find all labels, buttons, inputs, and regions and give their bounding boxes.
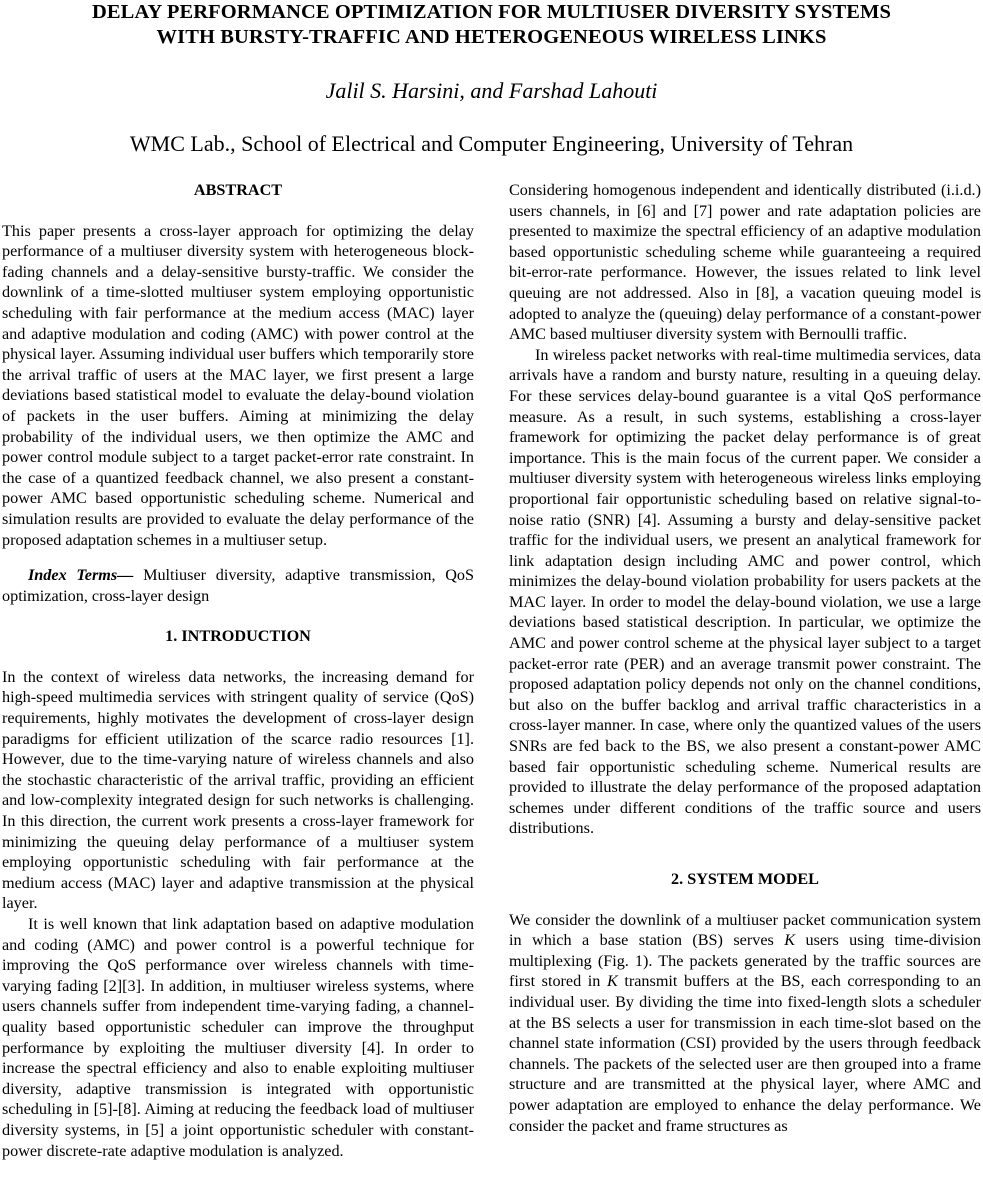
intro-paragraph-4: In wireless packet networks with real-time multimedia services, data arrivals have a random and bursty nature, resulting in a queuing delay. For these services delay-bound guarantee is a vital QoS performance measure. As a result, in such systems, establishing a cross-layer framework for optimizing the packet delay performance is of great importance. This is the main focus of the current paper. We consider a multiuser diversity system with heterogeneous wireless links employing proportional fair opportunistic scheduling based on relative signal-to-noise ratio (SNR) [4]. Assuming a bursty and delay-sensitive packet traffic for the individual users, we present an analytical framework for link adaptation design including AMC and power control, which minimizes the delay-bound violation probability for users packets at the MAC layer. In order to model the delay-bound violation, we use a large deviations based statistical description. In particular, we optimize the AMC and power control scheme at the physical layer subject to a target packet-error rate (PER) and an average transmit power constraint. The proposed adaptation policy depends not only on the channel conditions, but also on the buffer backlog and arrival traffic characteristics in a cross-layer manner. In case, where only the quantized values of the users SNRs are fed back to the BS, we also present a constant-power AMC based fair opportunistic scheduling scheme. Numerical results are provided to illustrate the delay performance of the proposed adaptation schemes under different conditions of the traffic source and users distributions.: [509, 345, 981, 838]
sm-text-1: We consider the downlink of a multiuser packet communication system in which a base station (BS) serves: [509, 910, 981, 950]
left-column: [2, 180, 474, 1161]
index-terms: [2, 565, 474, 606]
right-column: [509, 180, 981, 1136]
sm-text-2: users using time-division multiplexing (Fig. 1). The packets generated by the traffic sources are first stored in: [509, 931, 981, 991]
affiliation: WMC Lab., School of Electrical and Computer Engineering, University of Tehran: [129, 131, 854, 156]
abstract-body: This paper presents a cross-layer approach for optimizing the delay performance of a multiuser diversity system with heterogeneous block-fading channels and a delay-sensitive bursty-traffic. We consider the downlink of a time-slotted multiuser system employing opportunistic scheduling with fair performance at the medium access (MAC) layer and adaptive modulation and coding (AMC) with power control at the physical layer. Assuming individual user buffers which temporarily store the arrival traffic of users at the MAC layer, we first present a large deviations based statistical model to evaluate the delay-bound violation of packets in the user buffers. Aiming at minimizing the delay probability of the individual users, we then optimize the AMC and power control module subject to a target packet-error rate constraint. In the case of a quantized feedback channel, we also present a constant-power AMC based opportunistic scheduling scheme. Numerical and simulation results are provided to evaluate the delay performance of the proposed adaptation schemes in a multiuser setup.: [2, 221, 474, 549]
title-line-1: DELAY PERFORMANCE OPTIMIZATION FOR MULTIUSER DIVERSITY SYSTEMS: [92, 1, 891, 23]
index-terms-label: Index Terms: [28, 566, 118, 585]
abstract-heading: ABSTRACT: [193, 181, 283, 199]
sm-var-k-2: K: [606, 972, 618, 991]
introduction-heading: 1. INTRODUCTION: [165, 627, 311, 646]
intro-paragraph-3: Considering homogenous independent and identically distributed (i.i.d.) users channels, in [6] and [7] power and rate adaptation policies are presented to maximize the spectral efficiency of an adaptive modulation based opportunistic scheduling scheme while guaranteeing a required bit-error-rate performance. However, the issues related to link level queuing are not addressed. Also in [8], a vacation queuing model is adopted to analyze the (queuing) delay performance of a constant-power AMC based multiuser diversity system with Bernoulli traffic.: [509, 181, 981, 344]
index-terms-text: Multiuser diversity, adaptive transmission, QoS optimization, cross-layer design: [2, 566, 475, 605]
sm-var-k-1: K: [784, 931, 796, 950]
paper-title: [0, 0, 983, 50]
intro-paragraph-2: It is well known that link adaptation based on adaptive modulation and coding (AMC) and power control is a powerful technique for improving the QoS performance over wireless channels with time-varying fading [2][3]. In addition, in multiuser wireless systems, where users channels suffer from independent time-varying fading, a channel-quality based opportunistic scheduler can improve the throughput performance by exploiting the multiuser diversity [4]. In order to increase the spectral efficiency and also to enable exploiting multiuser diversity, adaptive transmission is integrated with opportunistic scheduling in [5]-[8]. Aiming at reducing the feedback load of multiuser diversity systems, in [5] a joint opportunistic scheduler with constant-power discrete-rate adaptive modulation is analyzed.: [2, 915, 474, 1160]
intro-paragraph-1: In the context of wireless data networks, the increasing demand for high-speed multimedia services with stringent quality of service (QoS) requirements, highly motivates the development of cross-layer design paradigms for efficient utilization of the scarce radio resources [1]. However, due to the time-varying nature of wireless channels and also the stochastic characteristic of the arrival traffic, providing an efficient and low-complexity integrated design for such networks is challenging. In this direction, the current work presents a cross-layer framework for minimizing the queuing delay performance of a multiuser system employing opportunistic scheduling with fair performance at the medium access (MAC) layer and adaptive transmission at the physical layer.: [2, 667, 474, 913]
index-terms-dash: —: [117, 566, 134, 585]
author-list: Jalil S. Harsini, and Farshad Lahouti: [325, 78, 658, 103]
system-model-heading: 2. SYSTEM MODEL: [671, 870, 819, 888]
title-line-2: WITH BURSTY-TRAFFIC AND HETEROGENEOUS WIRELESS LINKS: [156, 26, 827, 48]
sm-text-3: transmit buffers at the BS, each corresponding to an individual user. By dividing the time into fixed-length slots a scheduler at the BS selects a user for transmission in each time-slot based on the channel state information (CSI) provided by the users through feedback channels. The packets of the selected user are then grouped into a frame structure and are transmitted at the physical layer, where AMC and power adaptation are employed to enhance the delay performance. We consider the packet and frame structures as: [509, 972, 982, 1135]
system-model-paragraph: [509, 910, 981, 1137]
